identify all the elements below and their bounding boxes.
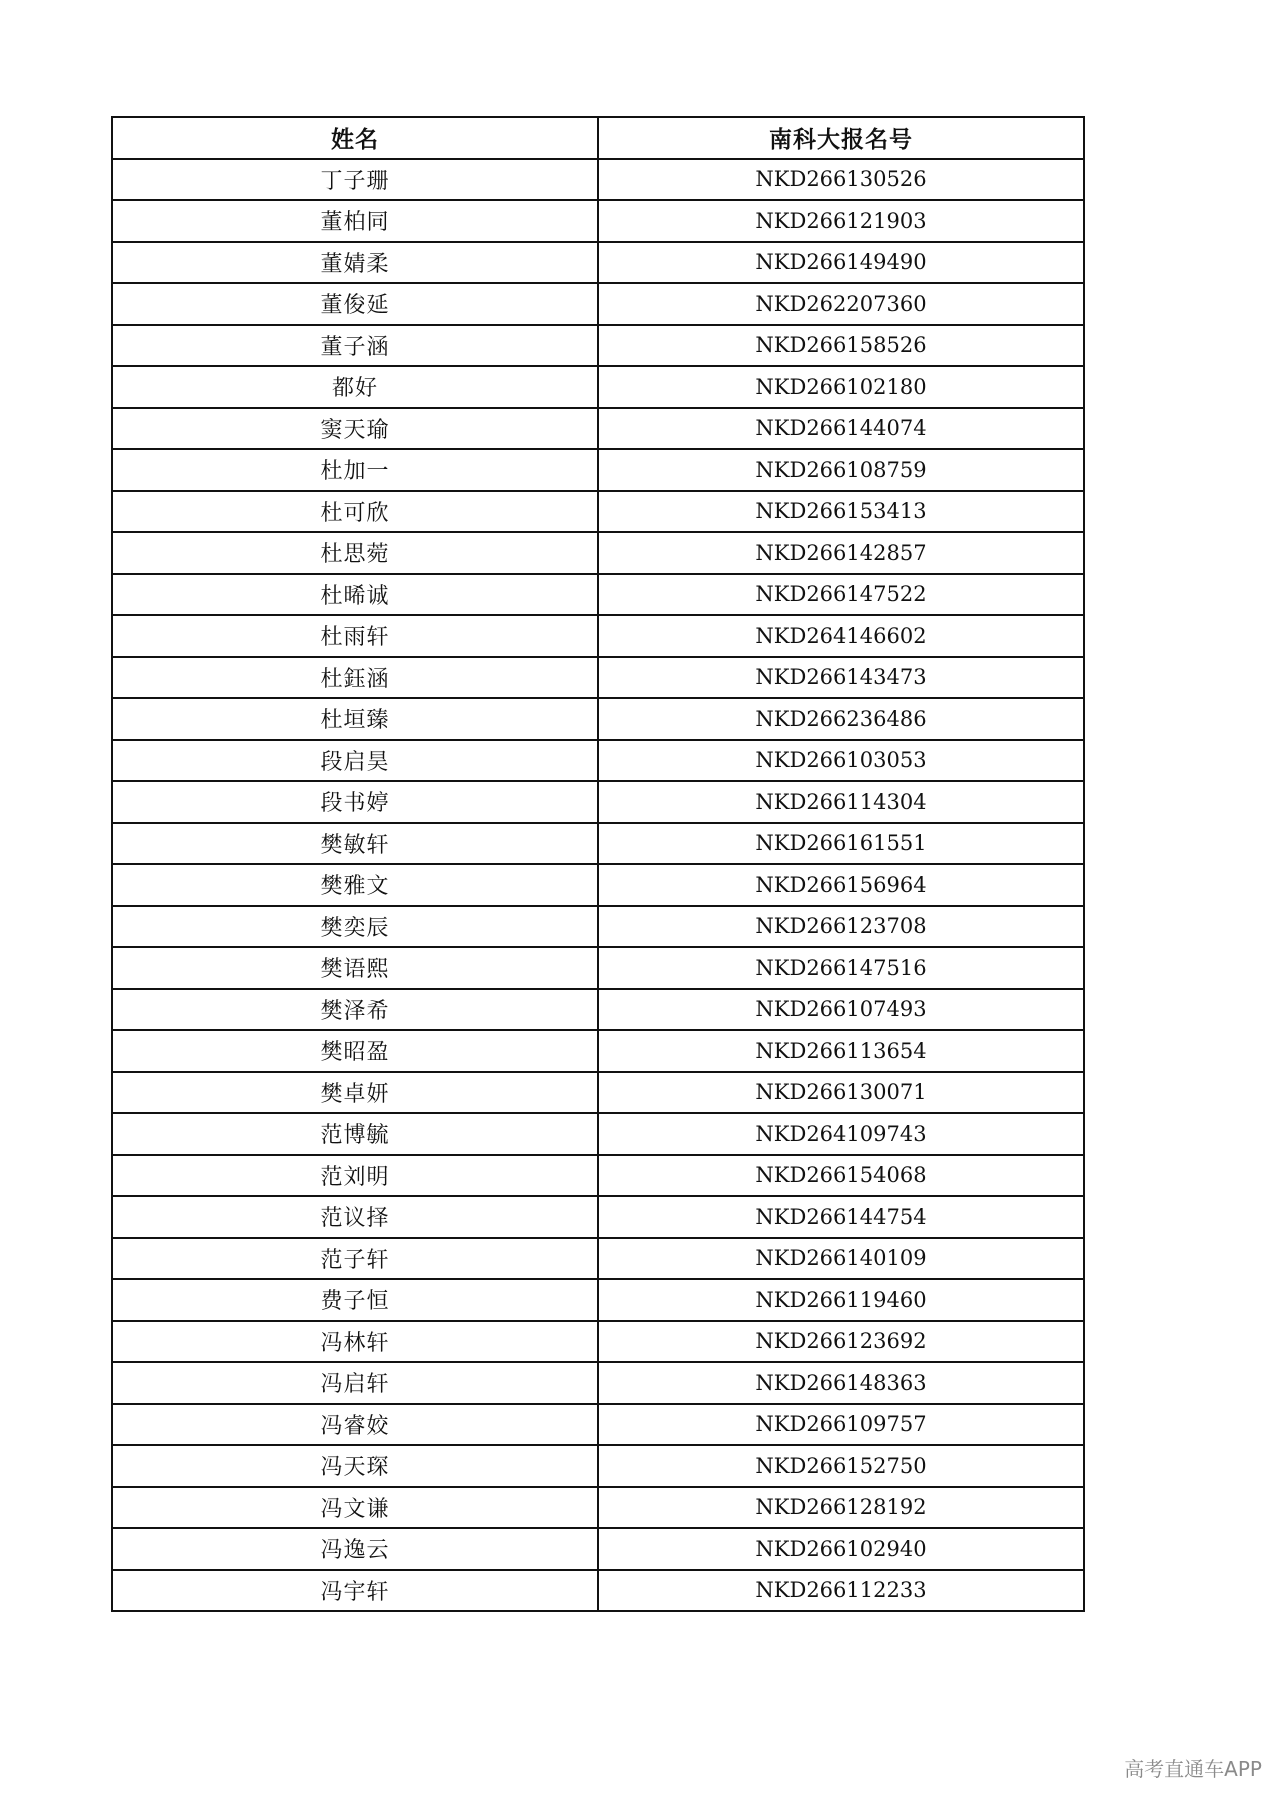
table-row — [112, 1113, 1084, 1155]
registration-number-cell: NKD266147522 — [598, 574, 1084, 616]
registration-number-cell: NKD266143473 — [598, 657, 1084, 699]
student-name-cell: 董柏同 — [112, 200, 598, 242]
student-name-cell: 樊卓妍 — [112, 1072, 598, 1114]
table-row — [112, 408, 1084, 450]
student-name-cell: 杜可欣 — [112, 491, 598, 533]
student-name-cell: 冯逸云 — [112, 1528, 598, 1570]
table-row — [112, 449, 1084, 491]
student-name-cell: 冯林轩 — [112, 1321, 598, 1363]
table-row — [112, 200, 1084, 242]
table-row — [112, 1445, 1084, 1487]
table-header-row — [112, 117, 1084, 159]
registration-number-cell: NKD266108759 — [598, 449, 1084, 491]
registration-number-cell: NKD266113654 — [598, 1030, 1084, 1072]
table-row — [112, 1030, 1084, 1072]
student-name-cell: 冯启轩 — [112, 1362, 598, 1404]
registration-number-cell: NKD266142857 — [598, 532, 1084, 574]
registration-number-cell: NKD266123708 — [598, 906, 1084, 948]
table-row — [112, 698, 1084, 740]
table-row — [112, 532, 1084, 574]
student-name-cell: 冯宇轩 — [112, 1570, 598, 1612]
registration-number-cell: NKD266119460 — [598, 1279, 1084, 1321]
student-name-cell: 樊奕辰 — [112, 906, 598, 948]
table-row — [112, 740, 1084, 782]
registration-number-cell: NKD266148363 — [598, 1362, 1084, 1404]
table-row — [112, 615, 1084, 657]
student-name-cell: 都好 — [112, 366, 598, 408]
table-row — [112, 823, 1084, 865]
table-row — [112, 1362, 1084, 1404]
registration-number-cell: NKD266102940 — [598, 1528, 1084, 1570]
table-row — [112, 1487, 1084, 1529]
watermark: 高考直通车APP — [1124, 1757, 1262, 1781]
column-header-registration-number: 南科大报名号 — [598, 117, 1084, 159]
table-row — [112, 1155, 1084, 1197]
registration-number-cell: NKD266161551 — [598, 823, 1084, 865]
registration-number-cell: NKD266107493 — [598, 989, 1084, 1031]
student-name-cell: 杜雨轩 — [112, 615, 598, 657]
registration-number-cell: NKD266112233 — [598, 1570, 1084, 1612]
registration-number-cell: NKD264109743 — [598, 1113, 1084, 1155]
student-name-cell: 樊昭盈 — [112, 1030, 598, 1072]
student-name-cell: 冯睿姣 — [112, 1404, 598, 1446]
student-name-cell: 丁子珊 — [112, 159, 598, 201]
student-name-cell: 范博毓 — [112, 1113, 598, 1155]
table-row — [112, 1404, 1084, 1446]
table-row — [112, 491, 1084, 533]
table-row — [112, 864, 1084, 906]
student-name-cell: 冯天琛 — [112, 1445, 598, 1487]
table-row — [112, 1196, 1084, 1238]
registration-number-cell: NKD266156964 — [598, 864, 1084, 906]
registration-number-cell: NKD262207360 — [598, 283, 1084, 325]
student-name-cell: 樊雅文 — [112, 864, 598, 906]
registration-number-cell: NKD266102180 — [598, 366, 1084, 408]
student-name-cell: 范议择 — [112, 1196, 598, 1238]
table-row — [112, 989, 1084, 1031]
registration-number-cell: NKD266144754 — [598, 1196, 1084, 1238]
student-name-cell: 董俊延 — [112, 283, 598, 325]
registration-number-cell: NKD266144074 — [598, 408, 1084, 450]
registration-number-cell: NKD266149490 — [598, 242, 1084, 284]
table-row — [112, 781, 1084, 823]
table-body — [112, 159, 1084, 1612]
registration-number-cell: NKD266130526 — [598, 159, 1084, 201]
registration-number-cell: NKD266130071 — [598, 1072, 1084, 1114]
student-name-cell: 樊敏轩 — [112, 823, 598, 865]
registration-number-cell: NKD266109757 — [598, 1404, 1084, 1446]
student-name-cell: 段书婷 — [112, 781, 598, 823]
roster-table — [111, 116, 1085, 1612]
registration-number-cell: NKD266153413 — [598, 491, 1084, 533]
registration-number-cell: NKD266140109 — [598, 1238, 1084, 1280]
registration-number-cell: NKD266152750 — [598, 1445, 1084, 1487]
table-row — [112, 1321, 1084, 1363]
student-name-cell: 杜鈺涵 — [112, 657, 598, 699]
table-row — [112, 1528, 1084, 1570]
registration-number-cell: NKD266103053 — [598, 740, 1084, 782]
student-name-cell: 杜垣臻 — [112, 698, 598, 740]
student-name-cell: 范刘明 — [112, 1155, 598, 1197]
student-name-cell: 费子恒 — [112, 1279, 598, 1321]
registration-number-cell: NKD266154068 — [598, 1155, 1084, 1197]
table-row — [112, 366, 1084, 408]
registration-number-cell: NKD266158526 — [598, 325, 1084, 367]
student-name-cell: 樊泽希 — [112, 989, 598, 1031]
column-header-name: 姓名 — [112, 117, 598, 159]
student-name-cell: 范子轩 — [112, 1238, 598, 1280]
table-row — [112, 1279, 1084, 1321]
registration-number-cell: NKD266147516 — [598, 947, 1084, 989]
student-name-cell: 冯文谦 — [112, 1487, 598, 1529]
table-row — [112, 947, 1084, 989]
registration-number-cell: NKD266128192 — [598, 1487, 1084, 1529]
student-name-cell: 杜加一 — [112, 449, 598, 491]
table-row — [112, 159, 1084, 201]
student-name-cell: 段启昊 — [112, 740, 598, 782]
student-name-cell: 窦天瑜 — [112, 408, 598, 450]
student-name-cell: 董子涵 — [112, 325, 598, 367]
student-name-cell: 杜晞诚 — [112, 574, 598, 616]
table-row — [112, 574, 1084, 616]
table-row — [112, 283, 1084, 325]
student-name-cell: 杜思菀 — [112, 532, 598, 574]
table-row — [112, 325, 1084, 367]
student-name-cell: 樊语熙 — [112, 947, 598, 989]
table-row — [112, 906, 1084, 948]
registration-number-cell: NKD266123692 — [598, 1321, 1084, 1363]
table-row — [112, 657, 1084, 699]
table-row — [112, 1238, 1084, 1280]
student-name-cell: 董婧柔 — [112, 242, 598, 284]
table-row — [112, 1570, 1084, 1612]
registration-number-cell: NKD266114304 — [598, 781, 1084, 823]
table-row — [112, 1072, 1084, 1114]
registration-number-cell: NKD266121903 — [598, 200, 1084, 242]
registration-number-cell: NKD264146602 — [598, 615, 1084, 657]
registration-number-cell: NKD266236486 — [598, 698, 1084, 740]
table-row — [112, 242, 1084, 284]
